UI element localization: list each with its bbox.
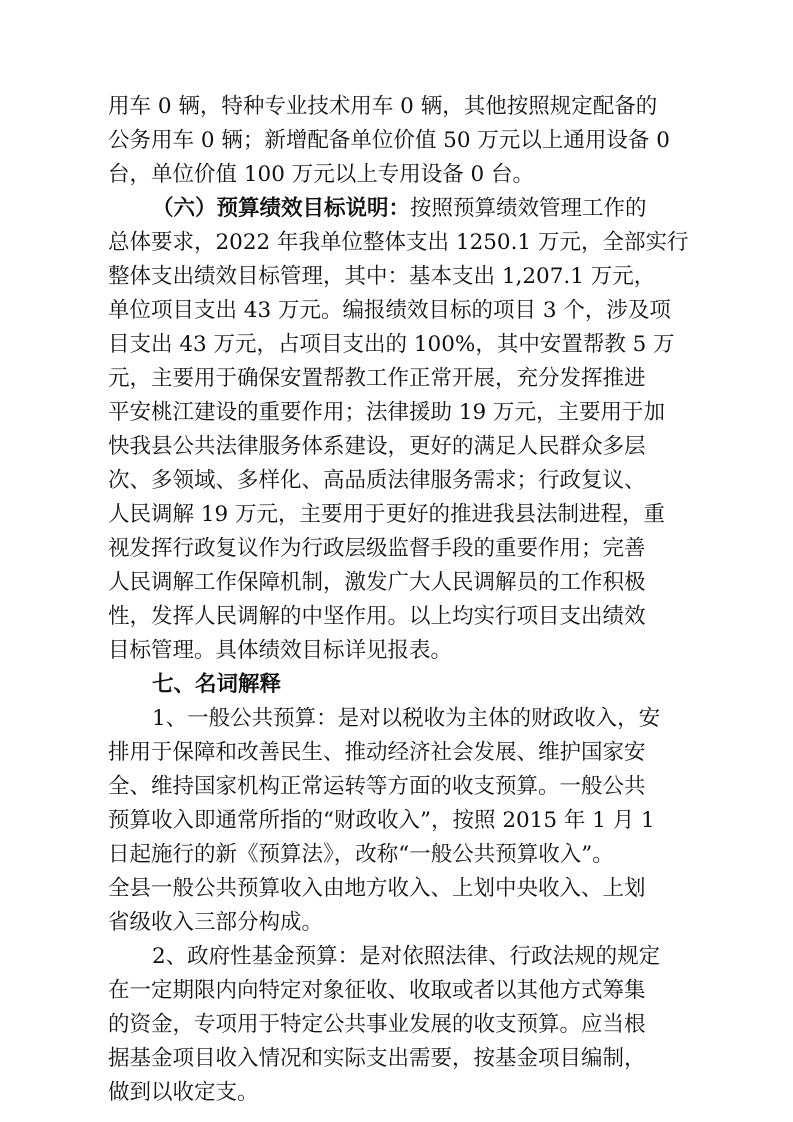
text-line: 人民调解 19 万元，主要用于更好的推进我县法制进程，重 (108, 502, 666, 527)
text-line: 整体支出绩效目标管理，其中：基本支出 1,207.1 万元， (108, 264, 656, 289)
text-run: 按照预算绩效管理工作的 (410, 196, 647, 221)
text-line: 1、一般公共预算：是对以税收为主体的财政收入，安 (152, 706, 661, 731)
text-line: 视发挥行政复议作为行政层级监督手段的重要作用；完善 (108, 536, 646, 561)
text-line: 在一定期限内向特定对象征收、收取或者以其他方式筹集 (108, 978, 646, 1003)
text-line: 排用于保障和改善民生、推动经济社会发展、维护国家安 (108, 740, 646, 765)
text-line: 总体要求，2022 年我单位整体支出 1250.1 万元，全部实行 (108, 230, 689, 255)
text-line: 元，主要用于确保安置帮教工作正常开展，充分发挥推进 (108, 366, 646, 391)
text-line: 做到以收定支。 (108, 1080, 259, 1105)
text-line: 目标管理。具体绩效目标详见报表。 (108, 638, 453, 663)
text-line: 单位项目支出 43 万元。编报绩效目标的项目 3 个，涉及项 (108, 298, 671, 323)
text-line: 全县一般公共预算收入由地方收入、上划中央收入、上划 (108, 876, 646, 901)
section-heading-six: （六）预算绩效目标说明： (152, 196, 411, 221)
text-line: 2、政府性基金预算：是对依照法律、行政法规的规定 (152, 944, 661, 969)
text-line: 公务用车 0 辆；新增配备单位价值 50 万元以上通用设备 0 (108, 128, 670, 153)
text-line: 日起施行的新《预算法》，改称“一般公共预算收入”。 (108, 842, 614, 867)
text-line: 平安桃江建设的重要作用；法律援助 19 万元，主要用于加 (108, 400, 666, 425)
section-heading-seven: 七、名词解释 (152, 672, 282, 697)
text-line: 的资金，专项用于特定公共事业发展的收支预算。应当根 (108, 1012, 646, 1037)
text-line: 台，单位价值 100 万元以上专用设备 0 台。 (108, 162, 535, 187)
text-line: 性，发挥人民调解的中坚作用。以上均实行项目支出绩效 (108, 604, 646, 629)
text-line: 据基金项目收入情况和实际支出需要，按基金项目编制， (108, 1046, 646, 1071)
text-line: 全、维持国家机构正常运转等方面的收支预算。一般公共 (108, 774, 646, 799)
text-line (152, 192, 700, 226)
text-line: 人民调解工作保障机制，激发广大人民调解员的工作积极 (108, 570, 646, 595)
text-line: 预算收入即通常所指的“财政收入”，按照 2015 年 1 月 1 (108, 808, 655, 833)
text-line: 快我县公共法律服务体系建设，更好的满足人民群众多层 (108, 434, 646, 459)
text-line: 用车 0 辆，特种专业技术用车 0 辆，其他按照规定配备的 (108, 94, 658, 119)
text-line: 次、多领域、多样化、高品质法律服务需求；行政复议、 (108, 468, 646, 493)
text-line: 目支出 43 万元，占项目支出的 100%，其中安置帮教 5 万 (108, 332, 675, 357)
text-line: 省级收入三部分构成。 (108, 910, 324, 935)
